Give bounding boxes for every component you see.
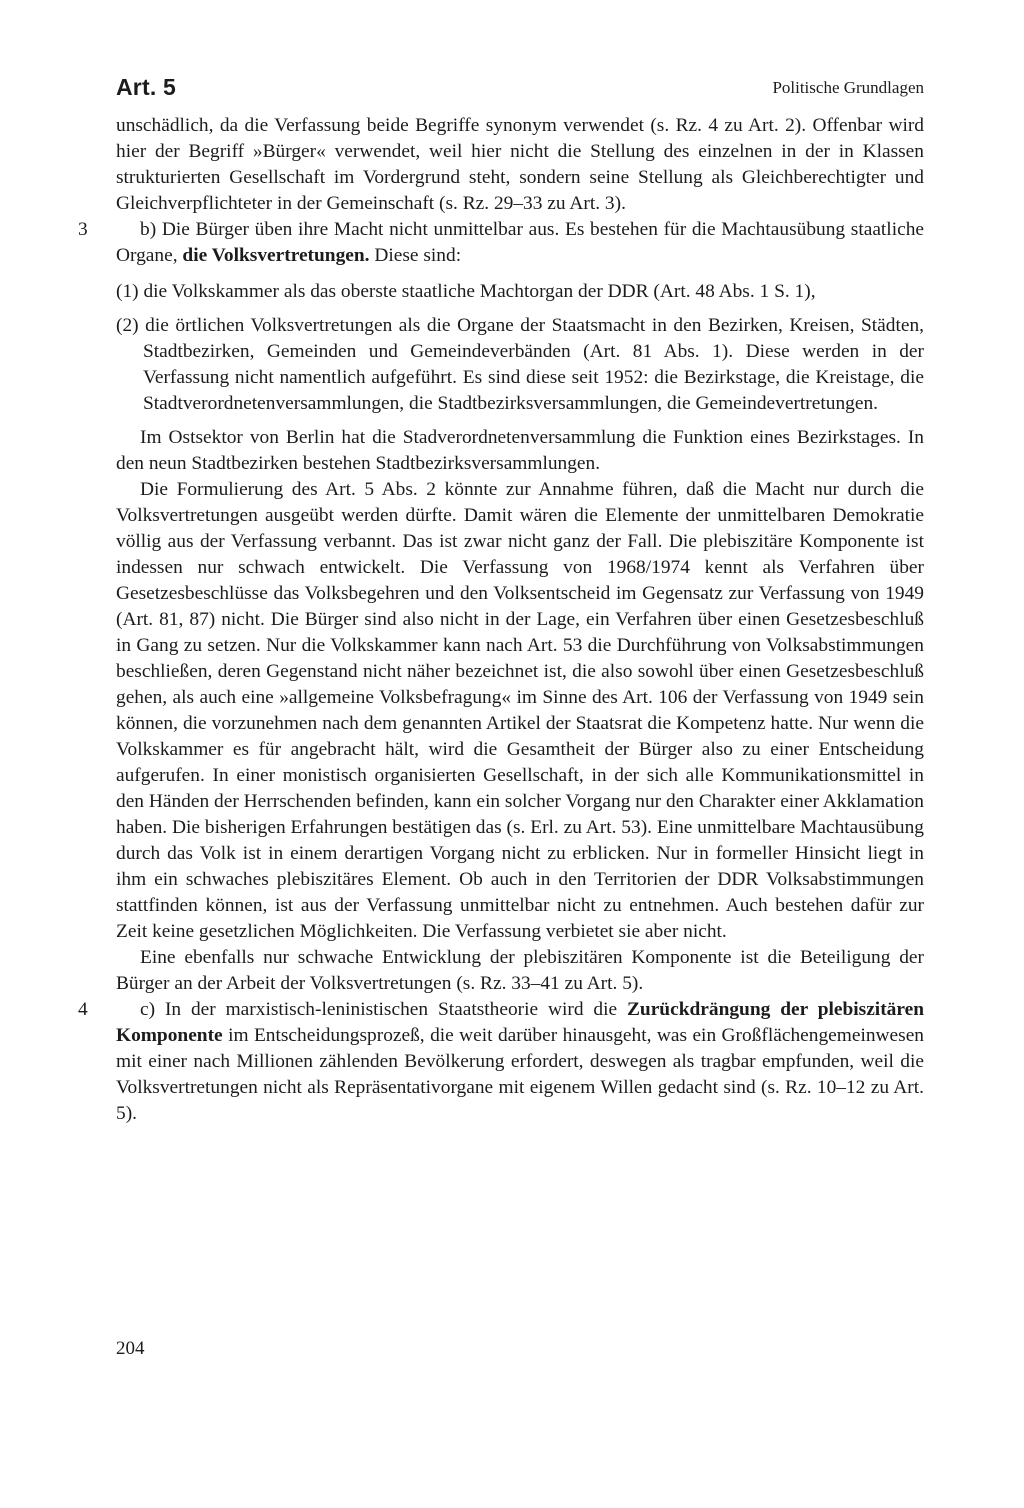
running-title: Politische Grundlagen [772, 78, 924, 97]
text-run: Diese sind: [369, 245, 462, 266]
list-item: (1) die Volkskammer als das oberste staatliche Machtorgan der DDR (Art. 48 Abs. 1 S. 1), [116, 281, 816, 302]
article-label: Art. 5 [116, 74, 176, 100]
paragraph-rz-3 [78, 217, 924, 269]
page-header [116, 72, 924, 104]
paragraph-ebenfalls: Eine ebenfalls nur schwache Entwicklung der plebiszitären Komponente ist die Beteiligung der Bürger an der Arbeit der Volksvertretungen (s. Rz. 33–41 zu Art. 5). [116, 947, 924, 994]
body-text [78, 113, 924, 1127]
bold-term: Zurückdrängung der plebiszitären Komponente [116, 999, 924, 1046]
paragraph-rz-4 [78, 997, 924, 1127]
page-number: 204 [116, 1338, 145, 1359]
paragraph-formulierung: Die Formulierung des Art. 5 Abs. 2 könnte zur Annahme führen, daß die Macht nur durch die Volksvertretungen ausgeübt werden dürfte. Damit wären die Elemente der unmittelbaren Demokratie völlig aus der Verfassung verbannt. Das ist zwar nicht ganz der Fall. Die plebiszitäre Komponente ist indessen nur schwach entwickelt. Die Verfassung von 1968/1974 kennt als Verfahren über Gesetzesbeschlüsse das Volksbegehren und den Volksentscheid im Gegensatz zur Verfassung von 1949 (Art. 81, 87) nicht. Die Bürger sind also nicht in der Lage, ein Verfahren über einen Gesetzesbeschluß in Gang zu setzen. Nur die Volkskammer kann nach Art. 53 die Durchführung von Volksabstimmungen beschließen, deren Gegenstand nicht näher bezeichnet ist, die also sowohl über einen Gesetzesbeschluß gehen, als auch eine »allgemeine Volksbefragung« im Sinne des Art. 106 der Verfassung von 1949 sein können, die vorzunehmen nach dem genannten Artikel der Staatsrat die Kompetenz hatte. Nur wenn die Volkskammer es für angebracht hält, wird die Gesamtheit der Bürger also zu einer Entscheidung aufgerufen. In einer monistisch organisierten Gesellschaft, in der sich alle Kommunikationsmittel in den Händen der Herrschenden befinden, kann ein solcher Vorgang nur den Charakter einer Akklamation haben. Die bisherigen Erfahrungen bestätigen das (s. Erl. zu Art. 53). Eine unmittelbare Machtausübung durch das Volk ist in einem derartigen Vorgang nicht zu erblicken. Nur in formeller Hinsicht liegt in ihm ein schwaches plebiszitäres Element. Ob auch in den Territorien der DDR Volksabstimmungen stattfinden können, ist aus der Verfassung unmittelbar nicht zu entnehmen. Auch bestehen dafür zur Zeit keine gesetzlichen Möglichkeiten. Die Verfassung verbietet sie aber nicht. [116, 479, 924, 942]
text-run: c) In der marxistisch-leninistischen Staatstheorie wird die [140, 999, 627, 1020]
margin-number: 4 [78, 999, 88, 1020]
text-run: b) Die Bürger üben ihre Macht nicht unmittelbar aus. Es bestehen für die Machtausübung staatliche Organe, [116, 219, 924, 266]
bold-term: die Volksvertretungen. [182, 245, 370, 266]
margin-number: 3 [78, 219, 88, 240]
list-item: (2) die örtlichen Volksvertretungen als die Organe der Staatsmacht in den Bezirken, Kreisen, Städten, Stadtbezirken, Gemeinden und Gemeindeverbänden (Art. 81 Abs. 1). Diese werden in der Verfassung nicht namentlich aufgeführt. Es sind diese seit 1952: die Bezirkstage, die Kreistage, die Stadtverordnetenversammlungen, die Stadtbezirksversammlungen, die Gemeindevertretungen. [116, 315, 924, 414]
text-run: im Entscheidungsprozeß, die weit darüber hinausgeht, was ein Großflächengemeinwesen mit einer nach Millionen zählenden Bevölkerung erfordert, deswegen als tragbar empfunden, weil die Volksvertretungen nicht als Repräsentativorgane mit eigenem Willen gedacht sind (s. Rz. 10–12 zu Art. 5). [116, 1025, 924, 1124]
paragraph-berlin: Im Ostsektor von Berlin hat die Stadverordnetenversammlung die Funktion eines Bezirkstages. In den neun Stadtbezirken bestehen Stadtbezirksversammlungen. [116, 427, 924, 474]
paragraph-continuation: unschädlich, da die Verfassung beide Begriffe synonym verwendet (s. Rz. 4 zu Art. 2). Offenbar wird hier der Begriff »Bürger« verwendet, weil hier nicht die Stellung des einzelnen in der in Klassen strukturierten Gesellschaft im Vordergrund steht, sondern seine Stellung als Gleichberechtigter und Gleichverpflichteter in der Gemeinschaft (s. Rz. 29–33 zu Art. 3). [116, 115, 924, 214]
